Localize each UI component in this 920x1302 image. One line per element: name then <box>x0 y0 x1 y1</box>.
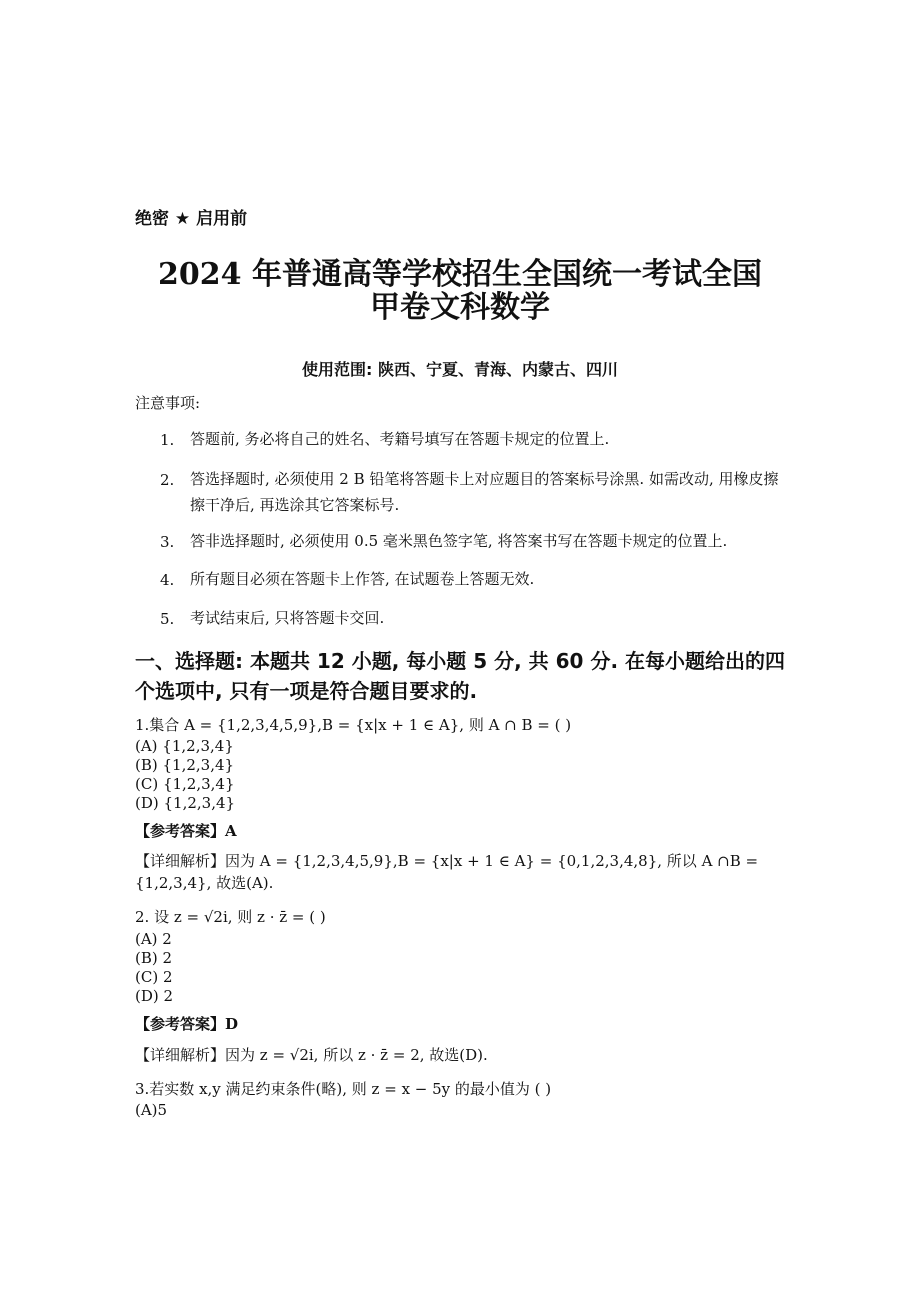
explanation: 【详细解析】因为 A = {1,2,3,4,5,9},B = {x|x + 1 ∈ A} = {0,1,2,3,4,8}, 所以 A ∩B = {1,2,3,4}, 故选(A). <box>135 852 759 892</box>
option-b: (B) 2 <box>135 949 173 967</box>
section-heading: 一、选择题: 本题共 12 小题, 每小题 5 分, 共 60 分. 在每小题给出的四个选项中, 只有一项是符合题目要求的. <box>135 649 785 703</box>
note-number: 1. <box>160 431 175 449</box>
option-a: (A) 2 <box>135 930 172 948</box>
option-a: (A) {1,2,3,4} <box>135 737 234 755</box>
note-text: 所有题目必须在答题卡上作答, 在试题卷上答题无效. <box>190 570 535 588</box>
option-b: (B) {1,2,3,4} <box>135 756 235 774</box>
note-text: 考试结束后, 只将答题卡交回. <box>190 609 385 627</box>
answer-label: 【参考答案】A <box>135 822 237 840</box>
explanation: 【详细解析】因为 z = √2i, 所以 z · z̄ = 2, 故选(D). <box>135 1046 488 1064</box>
title-line-1: 2024 年普通高等学校招生全国统一考试全国 <box>158 257 762 292</box>
note-text: 答非选择题时, 必须使用 0.5 毫米黑色签字笔, 将答案书写在答题卡规定的位置上. <box>190 532 728 550</box>
note-number: 3. <box>160 533 175 551</box>
question-1-stem: 1.集合 A = {1,2,3,4,5,9},B = {x|x + 1 ∈ A}, 则 A ∩ B = ( ) <box>135 716 572 734</box>
note-number: 5. <box>160 610 175 628</box>
question-3-stem: 3.若实数 x,y 满足约束条件(略), 则 z = x − 5y 的最小值为 ( ) <box>135 1080 552 1098</box>
option-c: (C) 2 <box>135 968 173 986</box>
note-number: 2. <box>160 471 175 489</box>
note-text: 答题前, 务必将自己的姓名、考籍号填写在答题卡规定的位置上. <box>190 430 610 448</box>
question-2-stem: 2. 设 z = √2i, 则 z · z̄ = ( ) <box>135 908 326 926</box>
option-d: (D) {1,2,3,4} <box>135 794 236 812</box>
scope-line: 使用范围: 陕西、宁夏、青海、内蒙古、四川 <box>302 360 618 379</box>
secret-label: 绝密 ★ 启用前 <box>135 209 248 229</box>
option-d: (D) 2 <box>135 987 174 1005</box>
notes-heading: 注意事项: <box>135 394 201 412</box>
note-number: 4. <box>160 571 175 589</box>
note-text: 答选择题时, 必须使用 2 B 铅笔将答题卡上对应题目的答案标号涂黑. 如需改动, 用橡皮擦擦干净后, 再选涂其它答案标号. <box>190 470 779 514</box>
option-a: (A)5 <box>135 1101 168 1119</box>
option-c: (C) {1,2,3,4} <box>135 775 235 793</box>
answer-label: 【参考答案】D <box>135 1015 239 1033</box>
title-line-2: 甲卷文科数学 <box>370 290 550 325</box>
